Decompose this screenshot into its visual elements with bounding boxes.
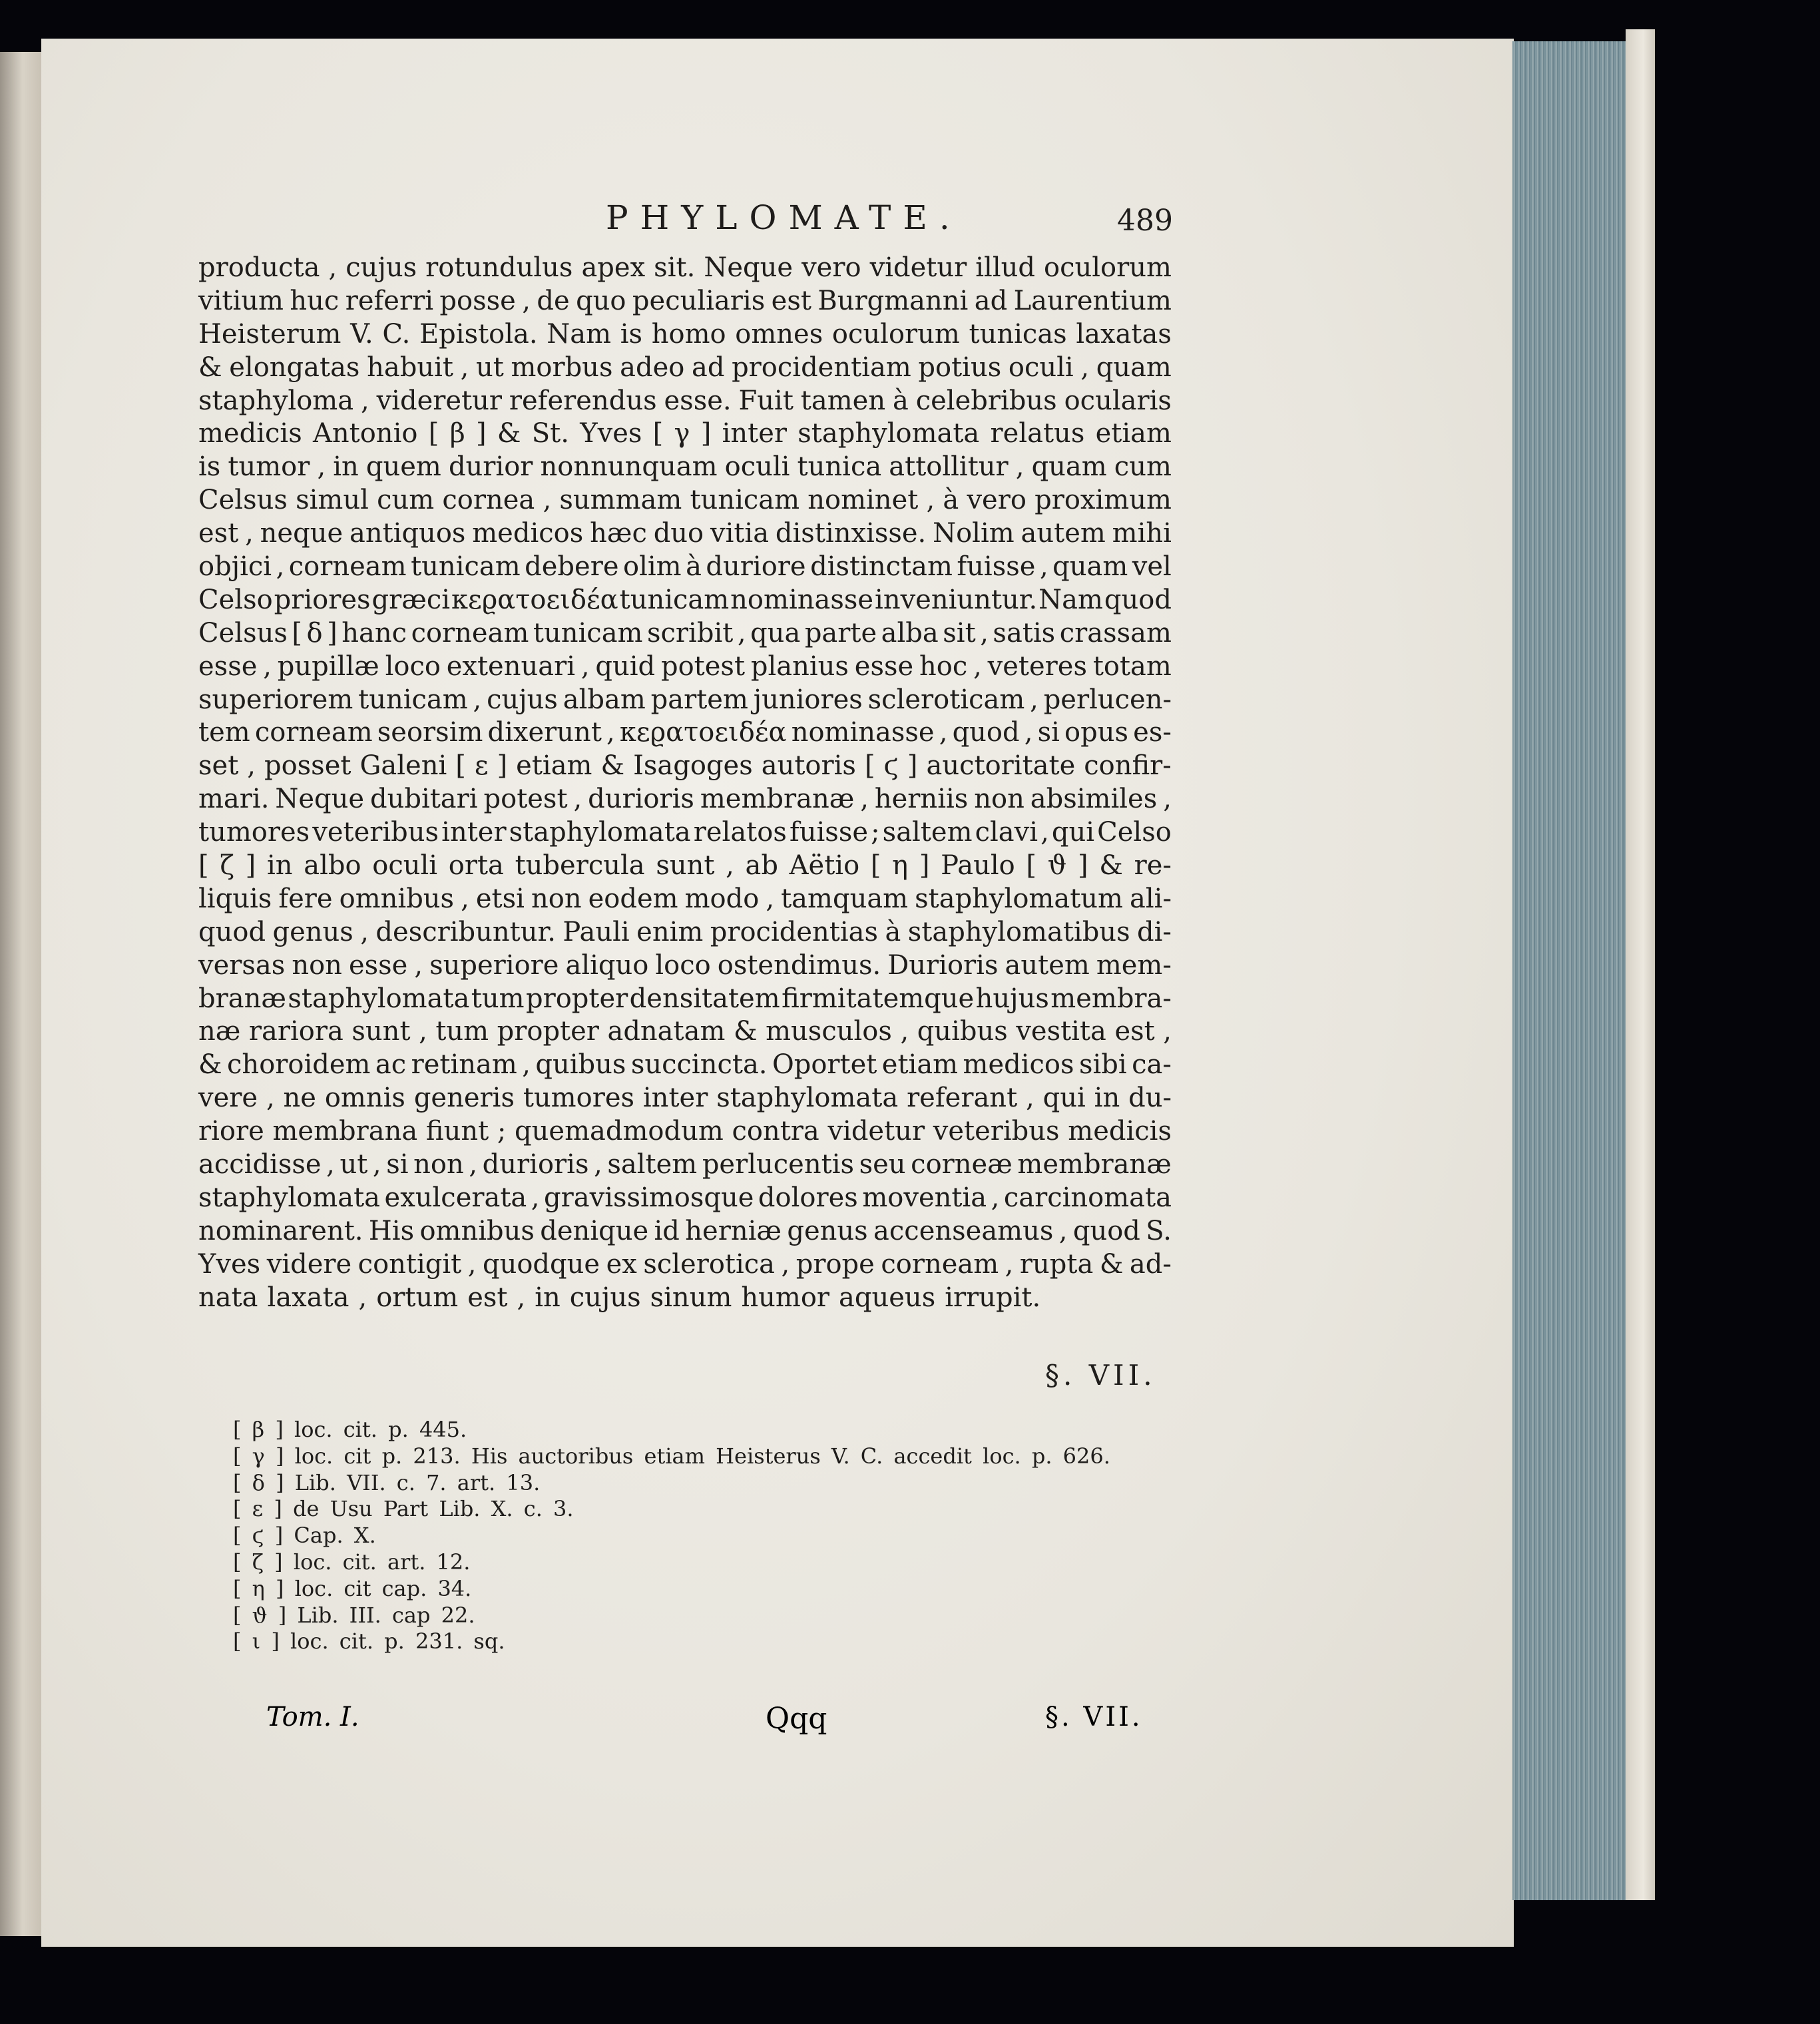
footnote: [ ϛ ] Cap. X.	[233, 1523, 376, 1549]
body-line: tem corneam seorsim dixerunt , κεϱατοειδέα nominasse , quod , si opus es-	[198, 717, 1172, 748]
body-text	[198, 252, 1172, 1315]
body-line: set , posset Galeni [ ε ] etiam & Isagoges autoris [ ϛ ] auctoritate confir-	[198, 750, 1172, 782]
book-page	[41, 39, 1514, 1947]
body-line: Yves videre contigit , quodque ex sclerotica , prope corneam , rupta & ad-	[198, 1248, 1172, 1280]
body-line: est , neque antiquos medicos hæc duo vitia distinxisse. Nolim autem mihi	[198, 518, 1172, 549]
body-line: riore membrana fiunt ; quemadmodum contra videtur veteribus medicis	[198, 1116, 1172, 1147]
body-line: Heisterum V. C. Epistola. Nam is homo omnes oculorum tunicas laxatas	[198, 318, 1172, 350]
footnote: [ γ ] loc. cit p. 213. His auctoribus etiam Heisterus V. C. accedit loc. p. 626.	[233, 1443, 1110, 1469]
footnote: [ β ] loc. cit. p. 445.	[233, 1417, 467, 1442]
footnote: [ ϑ ] Lib. III. cap 22.	[233, 1602, 475, 1628]
body-line: esse , pupillæ loco extenuari , quid potest planius esse hoc , veteres totam	[198, 650, 1172, 682]
body-line: superiorem tunicam , cujus albam partem juniores scleroticam , perlucen-	[198, 684, 1172, 715]
body-line: staphylomata exulcerata , gravissimosque dolores moventia , carcinomata	[198, 1182, 1172, 1213]
footnote: [ η ] loc. cit cap. 34.	[233, 1575, 472, 1601]
body-line: vitium huc referri posse , de quo peculiaris est Burgmanni ad Laurentium	[198, 285, 1172, 316]
body-line: versas non esse , superiore aliquo loco ostendimus. Durioris autem mem-	[198, 949, 1172, 981]
signature-mark: Qqq	[766, 1702, 827, 1736]
body-line: Celsus [ δ ] hanc corneam tunicam scribit , qua parte alba sit , satis crassam	[198, 617, 1172, 648]
footnotes	[233, 1417, 1110, 1655]
body-line: staphyloma , videretur referendus esse. Fuit tamen à celebribus ocularis	[198, 385, 1172, 416]
body-line: quod genus , describuntur. Pauli enim procidentias à staphylomatibus di-	[198, 916, 1172, 947]
body-line: mari. Neque dubitari potest , durioris membranæ , herniis non absimiles ,	[198, 784, 1172, 815]
text-area	[198, 192, 1173, 1654]
body-line: medicis Antonio [ β ] & St. Yves [ γ ] inter staphylomata relatus etiam	[198, 418, 1172, 449]
body-line: objici , corneam tunicam debere olim à duriore distinctam fuisse , quam vel	[198, 551, 1172, 583]
footnote: [ ζ ] loc. cit. art. 12.	[233, 1549, 471, 1575]
footnote: [ δ ] Lib. VII. c. 7. art. 13.	[233, 1469, 541, 1495]
catchword: §. VII.	[1045, 1702, 1143, 1732]
section-heading: §. VII.	[1045, 1359, 1156, 1392]
volume-mark: Tom. I.	[266, 1702, 359, 1732]
body-line: & elongatas habuit , ut morbus adeo ad procidentiam potius oculi , quam	[198, 352, 1172, 383]
running-title: PHYLOMATE.	[606, 198, 962, 237]
body-line: [ ζ ] in albo oculi orta tubercula sunt , ab Aëtio [ η ] Paulo [ ϑ ] & re-	[198, 850, 1172, 882]
body-line: branæ staphylomata tum propter densitatem firmitatemque hujus membra-	[198, 983, 1172, 1014]
footnote: [ ι ] loc. cit. p. 231. sq.	[233, 1629, 505, 1654]
body-line: tumores veteribus inter staphylomata relatos fuisse ; saltem clavi , qui Celso	[198, 817, 1172, 848]
body-line: vere , ne omnis generis tumores inter staphylomata referant , qui in du-	[198, 1083, 1172, 1114]
footnote: [ ε ] de Usu Part Lib. X. c. 3.	[233, 1496, 574, 1522]
left-page-edge	[0, 52, 43, 1936]
body-line: accidisse , ut , si non , durioris , saltem perlucentis seu corneæ membranæ	[198, 1149, 1172, 1180]
book-cover-edge	[1626, 29, 1655, 1900]
body-line: Celso priores græci κεϱατοειδέα tunicam nominasse inveniuntur. Nam quod	[198, 584, 1172, 615]
body-line: næ rariora sunt , tum propter adnatam & musculos , quibus vestita est ,	[198, 1016, 1172, 1047]
body-line: producta , cujus rotundulus apex sit. Neque vero videtur illud oculorum	[198, 252, 1172, 283]
body-line: liquis fere omnibus , etsi non eodem modo , tamquam staphylomatum ali-	[198, 883, 1172, 914]
body-line: & choroidem ac retinam , quibus succincta. Oportet etiam medicos sibi ca-	[198, 1049, 1172, 1081]
page-header	[198, 192, 1172, 252]
page-number: 489	[1117, 204, 1173, 238]
page-block-edge	[1512, 41, 1626, 1900]
body-line: is tumor , in quem durior nonnunquam oculi tunica attollitur , quam cum	[198, 451, 1172, 483]
page-footer	[266, 1702, 1172, 1742]
body-line: nata laxata , ortum est , in cujus sinum humor aqueus irrupit.	[198, 1282, 1041, 1313]
body-line: Celsus simul cum cornea , summam tunicam nominet , à vero proximum	[198, 485, 1172, 516]
body-line: nominarent. His omnibus denique id herniæ genus accenseamus , quod S.	[198, 1215, 1172, 1246]
